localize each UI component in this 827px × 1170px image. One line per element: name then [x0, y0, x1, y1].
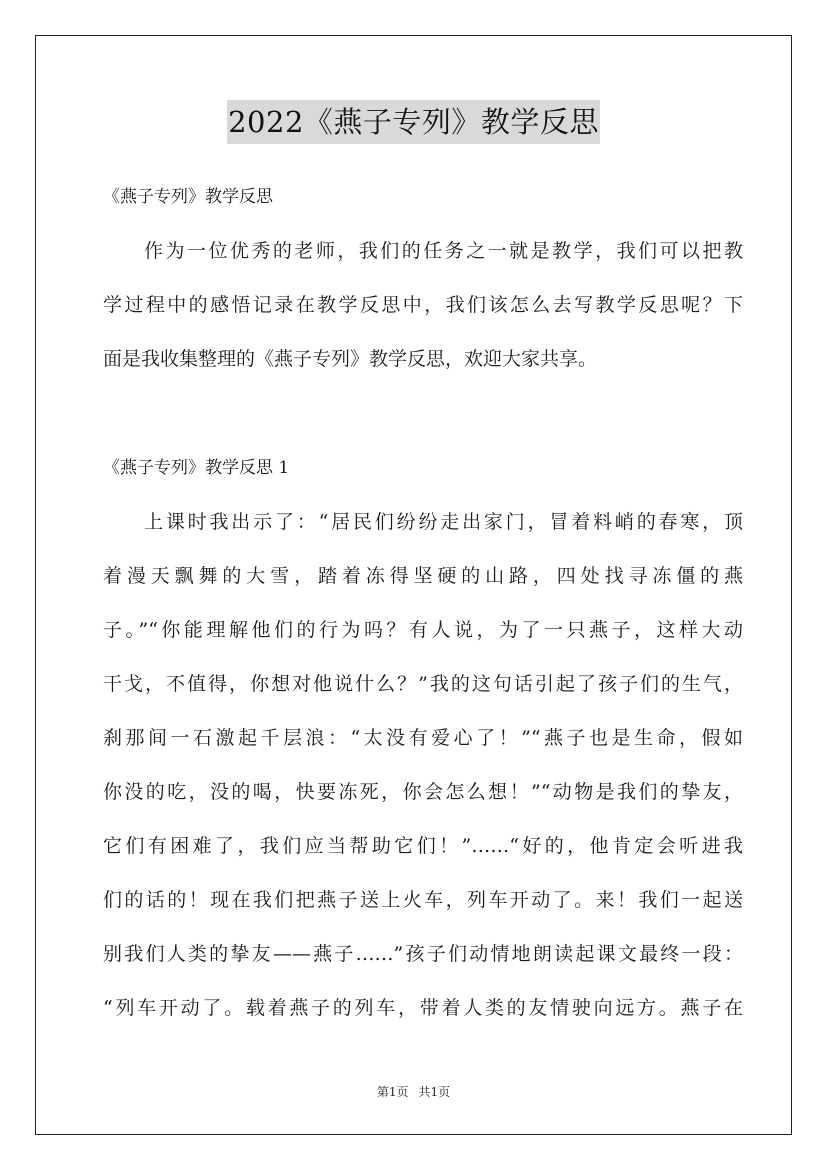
document-title[interactable]: 2022《燕子专列》教学反思 — [227, 100, 600, 144]
page-number: 第1页 — [376, 1085, 409, 1099]
section-line-5[interactable]: 刹那间一石激起千层浪：“太没有爱心了！”“燕子也是生命，假如 — [103, 727, 743, 749]
title-container — [0, 100, 827, 144]
section-line-3[interactable]: 子。”“你能理解他们的行为吗？有人说，为了一只燕子，这样大动 — [103, 619, 743, 641]
intro-line-3[interactable]: 面是我收集整理的《燕子专列》教学反思，欢迎大家共享。 — [103, 348, 598, 370]
section-line-9[interactable]: 别我们人类的挚友——燕子……”孩子们动情地朗读起课文最终一段： — [103, 943, 743, 965]
page-footer — [0, 1083, 827, 1100]
section-line-2[interactable]: 着漫天飘舞的大雪，踏着冻得坚硬的山路，四处找寻冻僵的燕 — [103, 565, 743, 587]
section-line-1[interactable]: 上课时我出示了：“居民们纷纷走出家门，冒着料峭的春寒，顶 — [144, 511, 743, 533]
section-line-6[interactable]: 你没的吃，没的喝，快要冻死，你会怎么想！”“动物是我们的挚友， — [103, 781, 743, 803]
intro-line-2[interactable]: 学过程中的感悟记录在教学反思中，我们该怎么去写教学反思呢？下 — [103, 294, 743, 316]
section-line-10[interactable]: “列车开动了。载着燕子的列车，带着人类的友情驶向远方。燕子在 — [103, 997, 743, 1019]
section-heading[interactable]: 《燕子专列》教学反思 1 — [103, 458, 290, 478]
intro-line-1[interactable]: 作为一位优秀的老师，我们的任务之一就是教学，我们可以把教 — [144, 240, 743, 262]
section-line-7[interactable]: 它们有困难了，我们应当帮助它们！”……“好的，他肯定会听进我 — [103, 835, 743, 857]
section-line-4[interactable]: 干戈，不值得，你想对他说什么？”我的这句话引起了孩子们的生气， — [103, 673, 743, 695]
section-line-8[interactable]: 们的话的！现在我们把燕子送上火车，列车开动了。来！我们一起送 — [103, 889, 743, 911]
document-subtitle[interactable]: 《燕子专列》教学反思 — [103, 187, 273, 207]
page-total: 共1页 — [418, 1085, 451, 1099]
